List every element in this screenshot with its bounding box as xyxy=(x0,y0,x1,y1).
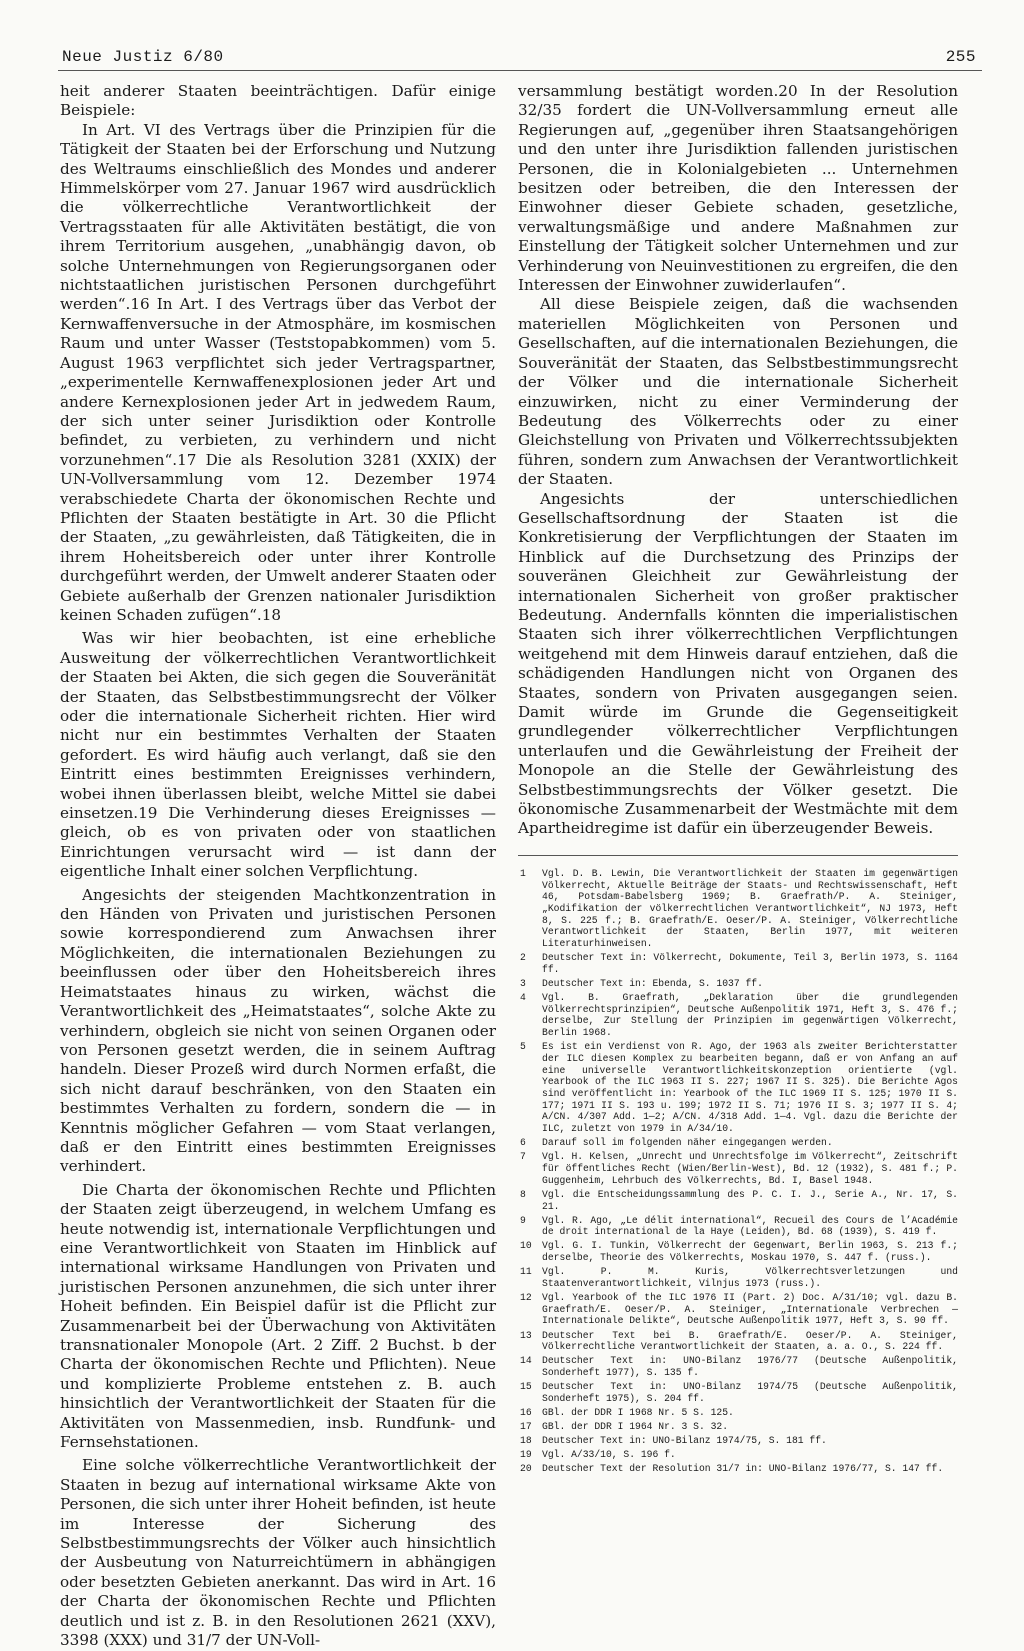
footnote-text: Es ist ein Verdienst von R. Ago, der 1963 als zweiter Berichterstatter der ILC diesen Komplex zu bearbeiten begann, daß er von Anfang an auf eine universelle Verantwortlichkeitskonzeption orientierte (vgl. Yearbook of the ILC 1963 II S. 227; 1967 II S. 325). Die Berichte Agos sind veröffentlicht in: Yearbook of the ILC 1969 II S. 125; 1970 II S. 177; 1971 II S. 193 u. 199; 1972 II S. 71; 1976 II S. 3; 1977 II S. 4; A/CN. 4/307 Add. 1—2; A/CN. 4/318 Add. 1—4. Vgl. dazu die Berichte der ILC, zuletzt von 1979 in A/34/10. xyxy=(542,1041,958,1135)
paragraph: Angesichts der unterschiedlichen Gesellschaftsordnung der Staaten ist die Konkretisierung der Verpflichtungen der Staaten im Hinblick auf die Durchsetzung des Prinzips der souveränen Gleichheit zur Gewährleistung der internationalen Sicherheit von großer praktischer Bedeutung. Andernfalls könnten die imperialistischen Staaten sich ihrer völkerrechtlichen Verpflichtungen weitgehend mit dem Hinweis darauf entziehen, daß die schädigenden Handlungen nicht von Organen des Staates, sondern von Privaten ausgegangen seien. Damit würde im Grunde die Gegenseitigkeit grundlegender völkerrechtlicher Verpflichtungen unterlaufen und die Gewährleistung der Freiheit der Monopole an die Stelle der Gewährleistung des Selbstbestimmungsrechts der Völker gesetzt. Die ökonomische Zusammenarbeit der Westmächte mit dem Apartheidregime ist dafür ein überzeugender Beweis. xyxy=(518,489,958,838)
footnote-number: 9 xyxy=(520,1214,526,1226)
footnote-number: 10 xyxy=(520,1240,532,1252)
footnote-number: 8 xyxy=(520,1188,526,1200)
footnote-text: Vgl. B. Graefrath, „Deklaration über die grundlegenden Völkerrechtsprinzipien“, Deutsche Außenpolitik 1971, Heft 3, S. 476 f.; derselbe, Zur Stellung der Prinzipien im gegenwärtigen Völkerrecht, Berlin 1968. xyxy=(542,992,958,1039)
journal-header: Neue Justiz 6/80 xyxy=(62,48,224,66)
footnote-number: 5 xyxy=(520,1041,526,1053)
footnote xyxy=(518,1189,958,1212)
footnote-text: Deutscher Text in: UNO-Bilanz 1974/75, S. 181 ff. xyxy=(542,1435,827,1447)
footnote-text: Vgl. Yearbook of the ILC 1976 II (Part. 2) Doc. A/31/10; vgl. dazu B. Graefrath/E. Oeser/P. A. Steiniger, „Internationale Verbrechen — Internationale Delikte“, Deutsche Außenpolitik 1977, Heft 3, S. 90 ff. xyxy=(542,1292,958,1327)
footnote-number: 20 xyxy=(520,1463,532,1475)
footnote xyxy=(518,868,958,950)
footnote-text: GBl. der DDR I 1968 Nr. 5 S. 125. xyxy=(542,1406,734,1418)
paragraph: Was wir hier beobachten, ist eine erhebliche Ausweitung der völkerrechtlichen Verantwortlichkeit der Staaten bei Akten, die sich gegen die Souveränität der Staaten, das Selbstbestimmungsrecht der Völker oder die internationale Sicherheit richten. Hier wird nicht nur ein bestimmtes Verhalten der Staaten gefordert. Es wird häufig auch verlangt, daß sie den Eintritt eines bestimmten Ereignisses verhindern, wobei ihnen überlassen bleibt, welche Mittel sie dabei einsetzen.19 Die Verhinderung dieses Ereignisses — gleich, ob es von privaten oder von staatlichen Einrichtungen verursacht wird — ist dann der eigentliche Inhalt einer solchen Verpflichtung. xyxy=(60,629,496,881)
footnote-text: Vgl. G. I. Tunkin, Völkerrecht der Gegenwart, Berlin 1963, S. 213 f.; derselbe, Theorie des Völkerrechts, Moskau 1970, S. 447 f. (russ.). xyxy=(542,1240,958,1264)
footnote xyxy=(518,978,958,990)
footnote-text: GBl. der DDR I 1964 Nr. 3 S. 32. xyxy=(542,1421,729,1433)
footnote xyxy=(518,1407,958,1419)
footnote-rule xyxy=(518,855,958,856)
footnote-text: Deutscher Text in: Völkerrecht, Dokumente, Teil 3, Berlin 1973, S. 1164 ff. xyxy=(542,952,958,975)
footnote-number: 18 xyxy=(520,1435,532,1447)
footnote-text: Vgl. D. B. Lewin, Die Verantwortlichkeit der Staaten im gegenwärtigen Völkerrecht, Aktuelle Beiträge der Staats- und Rechtswissenschaft, Heft 46, Potsdam-Babelsberg 1969; B. Graefrath/P. A. Steiniger, „Kodifikation der völkerrechtlichen Verantwortlichkeit“, NJ 1973, Heft 8, S. 225 f.; B. Graefrath/E. Oeser/P. A. Steiniger, Völkerrechtliche Verantwortlichkeit der Staaten, Berlin 1977, mit weiteren Literaturhinweisen. xyxy=(542,867,958,950)
footnote-text: Vgl. P. M. Kuris, Völkerrechtsverletzungen und Staatenverantwortlichkeit, Vilnjus 1973 (russ.). xyxy=(542,1266,958,1289)
paragraph: heit anderer Staaten beeinträchtigen. Dafür einige Beispiele: xyxy=(60,82,496,120)
footnote-number: 13 xyxy=(520,1329,532,1341)
footnote-number: 14 xyxy=(520,1355,532,1367)
footnote xyxy=(518,1151,958,1186)
footnote-text: Deutscher Text der Resolution 31/7 in: UNO-Bilanz 1976/77, S. 147 ff. xyxy=(542,1463,944,1475)
paragraph: Angesichts der steigenden Machtkonzentration in den Händen von Privaten und juristischen Personen sowie korrespondierend zum Anwachsen ihrer Möglichkeiten, die internationalen Beziehungen zu beeinflussen oder über den Hoheitsbereich ihres Heimatstaates hinaus zu wirken, wächst die Verantwortlichkeit des „Heimatstaates“, solche Akte zu verhindern, obgleich sie nicht von seinen Organen oder von Personen gesetzt werden, die in seinem Auftrag handeln. Dieser Prozeß wird durch Normen erfaßt, die sich nicht darauf beschränken, von den Staaten ein bestimmtes Verhalten zu fordern, sondern die — in Kenntnis möglicher Gefahren — vom Staat verlangen, daß er den Eintritt eines bestimmten Ereignisses verhindert. xyxy=(60,885,496,1176)
footnote-number: 1 xyxy=(520,867,526,879)
footnote xyxy=(518,1266,958,1289)
footnote-number: 6 xyxy=(520,1137,526,1149)
footnote-text: Vgl. A/33/10, S. 196 f. xyxy=(542,1449,676,1461)
footnote xyxy=(518,1463,958,1475)
footnote-text: Vgl. die Entscheidungssammlung des P. C. I. J., Serie A., Nr. 17, S. 21. xyxy=(542,1188,958,1212)
footnote-number: 2 xyxy=(520,952,526,964)
footnote-text: Deutscher Text in: UNO-Bilanz 1976/77 (Deutsche Außenpolitik, Sonderheft 1977), S. 135 f. xyxy=(542,1355,958,1379)
paragraph: Die Charta der ökonomischen Rechte und Pflichten der Staaten zeigt überzeugend, in welchem Umfang es heute notwendig ist, internationale Verpflichtungen und eine Verantwortlichkeit von Staaten im Hinblick auf international wirksame Handlungen von Privaten und juristischen Personen anzunehmen, die sich unter ihrer Hoheit befinden. Ein Beispiel dafür ist die Pflicht zur Zusammenarbeit bei der Überwachung von Aktivitäten transnationaler Monopole (Art. 2 Ziff. 2 Buchst. b der Charta der ökonomischen Rechte und Pflichten). Neue und komplizierte Probleme entstehen z. B. auch hinsichtlich der Verantwortlichkeit der Staaten für die Aktivitäten von Massenmedien, insb. Rundfunk- und Fernsehstationen. xyxy=(60,1180,496,1452)
footnote xyxy=(518,1292,958,1327)
footnote-number: 7 xyxy=(520,1151,526,1163)
footnote-text: Vgl. H. Kelsen, „Unrecht und Unrechtsfolge im Völkerrecht“, Zeitschrift für öffentliches Recht (Wien/Berlin-West), Bd. 12 (1932), S. 481 f.; P. Guggenheim, Lehrbuch des Völkerrechts, Bd. I, Basel 1948. xyxy=(542,1151,958,1186)
footnote xyxy=(518,1355,958,1378)
footnote xyxy=(518,1041,958,1135)
footnote-number: 4 xyxy=(520,992,526,1004)
footnote-number: 12 xyxy=(520,1292,532,1304)
footnote xyxy=(518,952,958,975)
right-column xyxy=(518,82,958,1477)
footnote xyxy=(518,1421,958,1433)
page-number: 255 xyxy=(945,48,976,66)
footnote-number: 15 xyxy=(520,1381,532,1393)
footnote-text: Deutscher Text in: UNO-Bilanz 1974/75 (Deutsche Außenpolitik, Sonderheft 1975), S. 204 ff. xyxy=(542,1381,958,1404)
footnote xyxy=(518,1381,958,1404)
footnotes xyxy=(518,868,958,1475)
footnote xyxy=(518,1215,958,1238)
footnote-number: 16 xyxy=(520,1406,532,1418)
footnote-text: Deutscher Text bei B. Graefrath/E. Oeser/P. A. Steiniger, Völkerrechtliche Verantwortlichkeit der Staaten, a. a. O., S. 224 ff. xyxy=(542,1329,958,1353)
footnote-number: 17 xyxy=(520,1421,532,1433)
footnote xyxy=(518,992,958,1039)
footnote xyxy=(518,1137,958,1149)
header-rule xyxy=(58,70,982,71)
footnote xyxy=(518,1240,958,1263)
footnote-text: Darauf soll im folgenden näher eingegangen werden. xyxy=(542,1137,833,1149)
footnote xyxy=(518,1435,958,1447)
footnote-number: 3 xyxy=(520,977,526,989)
footnote xyxy=(518,1449,958,1461)
footnote-number: 11 xyxy=(520,1266,532,1278)
paragraph: versammlung bestätigt worden.20 In der Resolution 32/35 fordert die UN-Vollversammlung erneut alle Regierungen auf, „gegenüber ihren Staatsangehörigen und den unter ihre Jurisdiktion fallenden juristischen Personen, die in Kolonialgebieten ... Unternehmen besitzen oder betreiben, die den Interessen der Einwohner dieser Gebiete schaden, gesetzliche, verwaltungsmäßige und andere Maßnahmen zur Einstellung der Tätigkeit solcher Unternehmen und zur Verhinderung von Neuinvestitionen zu ergreifen, die den Interessen der Einwohner zuwiderlaufen“. xyxy=(518,82,958,295)
paragraph: In Art. VI des Vertrags über die Prinzipien für die Tätigkeit der Staaten bei der Erforschung und Nutzung des Weltraums einschließlich des Mondes und anderer Himmelskörper vom 27. Januar 1967 wird ausdrücklich die völkerrechtliche Verantwortlichkeit der Vertragsstaaten für alle Aktivitäten bestätigt, die von ihrem Territorium ausgehen, „unabhängig davon, ob solche Unternehmungen von Regierungsorganen oder nichtstaatlichen juristischen Personen durchgeführt werden“.16 In Art. I des Vertrags über das Verbot der Kernwaffenversuche in der Atmosphäre, im kosmischen Raum und unter Wasser (Teststopabkommen) vom 5. August 1963 verpflichtet sich jeder Vertragspartner, „experimentelle Kernwaffenexplosionen jeder Art und andere Kernexplosionen jeder Art in jedwedem Raum, der sich unter seiner Jurisdiktion oder Kontrolle befindet, zu verbieten, zu verhindern und nicht vorzunehmen“.17 Die als Resolution 3281 (XXIX) der UN-Vollversammlung vom 12. Dezember 1974 verabschiedete Charta der ökonomischen Rechte und Pflichten der Staaten bestätigte in Art. 30 die Pflicht der Staaten, „zu gewährleisten, daß Tätigkeiten, die in ihrem Hoheitsbereich oder unter ihrer Kontrolle durchgeführt werden, der Umwelt anderer Staaten oder Gebiete außerhalb der Grenzen nationaler Jurisdiktion keinen Schaden zufügen“.18 xyxy=(60,120,496,624)
footnote xyxy=(518,1330,958,1353)
left-column xyxy=(60,82,496,1651)
paragraph: All diese Beispiele zeigen, daß die wachsenden materiellen Möglichkeiten von Personen und Gesellschaften, auf die internationalen Beziehungen, die Souveränität der Staaten, das Selbstbestimmungsrecht der Völker und die internationale Sicherheit einzuwirken, nicht zu einer Verminderung der Bedeutung des Völkerrechts oder zu einer Gleichstellung von Privaten und Völkerrechtssubjekten führen, sondern zum Anwachsen der Verantwortlichkeit der Staaten. xyxy=(518,295,958,489)
footnote-number: 19 xyxy=(520,1449,532,1461)
footnote-text: Deutscher Text in: Ebenda, S. 1037 ff. xyxy=(542,977,763,989)
footnote-text: Vgl. R. Ago, „Le délit international“, Recueil des Cours de l’Académie de droit international de la Haye (Leiden), Bd. 68 (1939), S. 419 f. xyxy=(542,1214,958,1238)
paragraph: Eine solche völkerrechtliche Verantwortlichkeit der Staaten in bezug auf international wirksame Akte von Personen, die sich unter ihrer Hoheit befinden, ist heute im Interesse der Sicherung des Selbstbestimmungsrechts der Völker auch hinsichtlich der Ausbeutung von Naturreichtümern in abhängigen oder besetzten Gebieten anerkannt. Das wird in Art. 16 der Charta der ökonomischen Rechte und Pflichten deutlich und ist z. B. in den Resolutionen 2621 (XXV), 3398 (XXX) und 31/7 der UN-Voll- xyxy=(60,1456,496,1650)
